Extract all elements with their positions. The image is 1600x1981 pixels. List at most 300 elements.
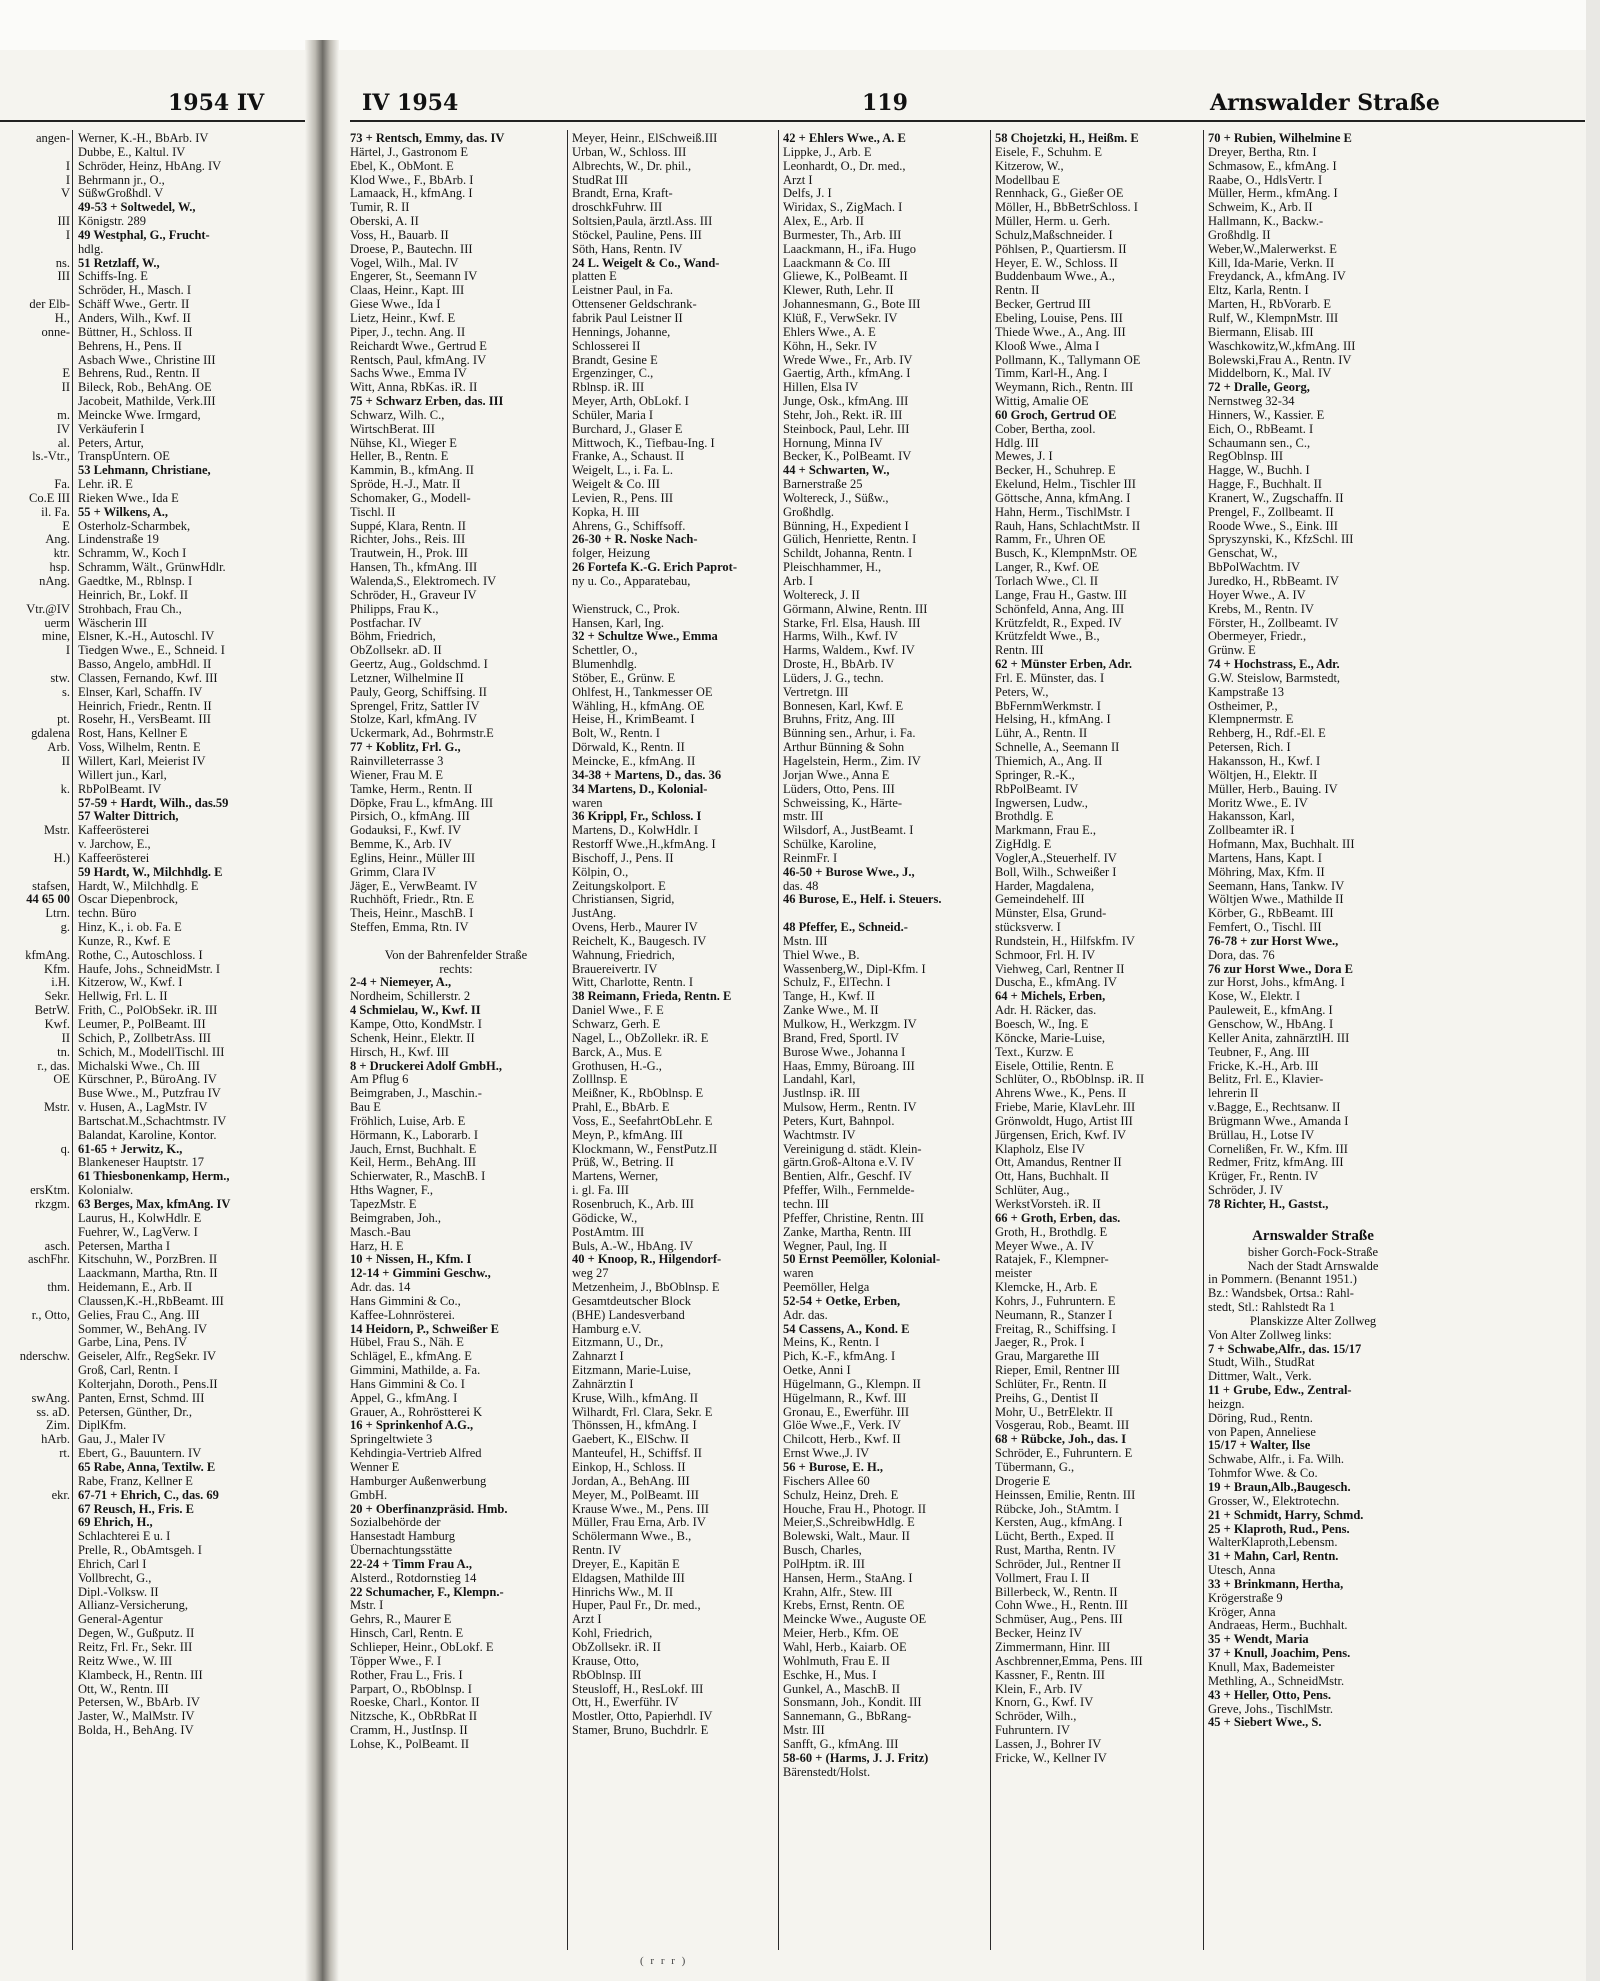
directory-line: G.W. Steislow, Barmstedt, bbox=[1208, 671, 1341, 685]
directory-line: Uckermark, Ad., Bohrmstr.E bbox=[350, 727, 494, 741]
directory-line: Möhring, Max, Kfm. II bbox=[1208, 865, 1325, 879]
directory-line: Förster, H., Zollbeamt. IV bbox=[1208, 616, 1339, 630]
directory-line: 76-78 + zur Horst Wwe., bbox=[1208, 934, 1339, 948]
directory-line: Soltsien,Paula, ärztl.Ass. III bbox=[572, 215, 713, 229]
directory-line: Heller, B., Rentn. E bbox=[350, 450, 449, 464]
directory-line: Grauer, A., Rohröstterei K bbox=[350, 1405, 483, 1419]
directory-line: 73 + Rentsch, Emmy, das. IV bbox=[350, 132, 505, 145]
directory-line: Behrens, H., Pens. II bbox=[78, 339, 182, 353]
directory-line: Rennhack, G., Gießer OE bbox=[995, 187, 1124, 201]
directory-line: Hakansson, Karl, bbox=[1208, 810, 1295, 824]
directory-line: Ahrens, G., Schiffsoff. bbox=[572, 519, 686, 533]
directory-line: Kammin, B., kfmAng. II bbox=[350, 464, 474, 478]
directory-line: Mewes, J. I bbox=[995, 450, 1053, 464]
directory-line: 68 + Rübcke, Joh., das. I bbox=[995, 1433, 1127, 1447]
directory-line: Vereinigung d. städt. Klein- bbox=[783, 1142, 922, 1156]
directory-line: Eglins, Heinr., Müller III bbox=[350, 851, 475, 865]
directory-line: Kill, Ida-Marie, Verkn. II bbox=[1208, 256, 1335, 270]
directory-line: Gaedtke, M., Rblnsp. I bbox=[78, 575, 193, 588]
directory-line: Ahrens Wwe., K., Pens. II bbox=[995, 1087, 1127, 1101]
directory-line: Eschke, H., Mus. I bbox=[783, 1668, 877, 1682]
directory-line: PolHptm. iR. III bbox=[783, 1557, 865, 1571]
directory-line: Suppé, Klara, Rentn. II bbox=[350, 519, 466, 533]
directory-line: onne- bbox=[41, 325, 70, 339]
directory-line: Von Alter Zollweg links: bbox=[1208, 1328, 1332, 1342]
directory-line: Meincke Wwe. Irmgard, bbox=[78, 408, 201, 422]
directory-line: stafsen, bbox=[32, 879, 70, 893]
directory-line: Drogerie E bbox=[995, 1474, 1051, 1488]
directory-line: Kunze, R., Kwf. E bbox=[78, 934, 171, 948]
directory-line: Dora, das. 76 bbox=[1208, 948, 1275, 962]
directory-line: Groth, H., Brothdlg. E bbox=[995, 1225, 1108, 1239]
directory-line: 42 + Ehlers Wwe., A. E bbox=[783, 132, 906, 145]
directory-line: il. Fa. bbox=[41, 505, 70, 519]
directory-line: Brandt, Gesine E bbox=[572, 353, 658, 367]
directory-line: Freydanck, A., kfmAng. IV bbox=[1208, 270, 1346, 284]
directory-line: Martens, D., KolwHdlr. I bbox=[572, 824, 699, 838]
directory-line bbox=[0, 1378, 70, 1392]
directory-line: 50 Ernst Peemöller, Kolonial- bbox=[783, 1253, 941, 1267]
column-divider bbox=[778, 130, 779, 1950]
directory-line: Klod Wwe., F., BbArb. I bbox=[350, 173, 474, 187]
directory-line: RbPolBeamt. IV bbox=[995, 782, 1079, 796]
directory-line: Boesch, W., Ing. E bbox=[995, 1018, 1089, 1031]
directory-line: Hellwig, Frl. L. II bbox=[78, 990, 168, 1004]
directory-line: Pfeffer, Christine, Rentn. III bbox=[783, 1211, 924, 1225]
directory-line: BetrW. bbox=[34, 1004, 70, 1018]
directory-line: Cornelißen, Fr. W., Kfm. III bbox=[1208, 1142, 1348, 1156]
directory-line: Nagel, L., ObZollekr. iR. E bbox=[572, 1031, 709, 1045]
directory-line: 21 + Schmidt, Harry, Schmd. bbox=[1208, 1508, 1364, 1522]
directory-line: Am Pflug 6 bbox=[350, 1073, 409, 1087]
directory-line: 78 Richter, H., Gastst., bbox=[1208, 1197, 1329, 1211]
directory-line: 52-54 + Oetke, Erben, bbox=[783, 1294, 901, 1308]
directory-line: Hamburger Außenwerbung bbox=[350, 1474, 487, 1488]
directory-line: Roode Wwe., S., Eink. III bbox=[1208, 519, 1338, 533]
directory-line: Rosenbruch, K., Arb. III bbox=[572, 1197, 694, 1211]
directory-line bbox=[0, 1516, 70, 1530]
directory-line: Wassenberg,W., Dipl-Kfm. I bbox=[783, 962, 926, 976]
directory-line: Text., Kurzw. E bbox=[995, 1045, 1074, 1059]
directory-line: Burose Wwe., Johanna I bbox=[783, 1045, 906, 1059]
directory-line: Brand, Fred, Sportl. IV bbox=[783, 1031, 899, 1045]
directory-line: ktr. bbox=[53, 547, 70, 561]
directory-line: Stöber, E., Grünw. E bbox=[572, 671, 676, 685]
directory-line: Jordan, A., BehAng. III bbox=[572, 1474, 690, 1488]
directory-line: Genschow, W., HbAng. I bbox=[1208, 1018, 1334, 1031]
directory-line bbox=[0, 1475, 70, 1489]
directory-line: Burchard, J., Glaser E bbox=[572, 422, 683, 436]
directory-line: Harms, Waldem., Kwf. IV bbox=[783, 644, 915, 658]
directory-line: Lehr. iR. E bbox=[78, 478, 133, 492]
directory-line: Gehrs, R., Maurer E bbox=[350, 1613, 452, 1627]
directory-line: Boll, Wilh., Schweißer I bbox=[995, 865, 1117, 879]
directory-line: Tübermann, G., bbox=[995, 1461, 1075, 1474]
directory-line: Laackmann & Co. III bbox=[783, 256, 891, 270]
directory-line bbox=[0, 797, 70, 811]
directory-line: 61-65 + Jerwitz, K., bbox=[78, 1142, 183, 1156]
directory-line bbox=[0, 1156, 70, 1170]
directory-line bbox=[0, 1226, 70, 1240]
directory-line: 15/17 + Walter, Ilse bbox=[1208, 1439, 1311, 1453]
directory-line: heizgn. bbox=[1208, 1397, 1245, 1411]
directory-line: Nitzsche, K., ObRbRat II bbox=[350, 1710, 478, 1724]
directory-line: Kitzerow, W., Kwf. I bbox=[78, 976, 183, 990]
directory-line: Heidemann, E., Arb. II bbox=[78, 1281, 193, 1295]
directory-line: Belitz, Frl. E., Klavier- bbox=[1208, 1073, 1324, 1087]
directory-line: 76 zur Horst Wwe., Dora E bbox=[1208, 962, 1354, 976]
directory-line: rt. bbox=[59, 1447, 70, 1461]
book-gutter bbox=[305, 40, 339, 1981]
directory-line: 65 Rabe, Anna, Textilw. E bbox=[78, 1461, 216, 1474]
directory-line: 44 65 00 bbox=[26, 893, 70, 907]
directory-line: Rehberg, H., Rdf.-El. E bbox=[1208, 727, 1326, 741]
directory-line: techn. Büro bbox=[78, 907, 137, 921]
directory-line: III bbox=[57, 270, 70, 284]
directory-line: Albrechts, W., Dr. phil., bbox=[572, 159, 692, 173]
directory-line: Schröder, H., Masch. I bbox=[78, 284, 192, 298]
directory-line: Büttner, H., Schloss. II bbox=[78, 325, 193, 339]
directory-line: Landahl, Karl, bbox=[783, 1073, 856, 1087]
directory-line: Brothdlg. E bbox=[995, 810, 1054, 824]
directory-line: Wahnung, Friedrich, bbox=[572, 948, 675, 962]
directory-line: Oscar Diepenbrock, bbox=[78, 893, 178, 907]
directory-line: Pich, K.-F., kfmAng. I bbox=[783, 1350, 896, 1364]
directory-line: Marten, H., RbVorarb. E bbox=[1208, 298, 1332, 312]
directory-line: Ernst Wwe.,J. IV bbox=[783, 1447, 870, 1461]
directory-line bbox=[0, 1212, 70, 1226]
directory-line bbox=[0, 935, 70, 949]
directory-line: 67 Reusch, H., Fris. E bbox=[78, 1502, 194, 1516]
directory-line: Wilsdorf, A., JustBeamt. I bbox=[783, 824, 914, 838]
directory-line: Knorn, G., Kwf. IV bbox=[995, 1696, 1094, 1710]
directory-line: Reitz, Frl. Fr., Sekr. III bbox=[78, 1640, 193, 1654]
directory-line: Heyer, E. W., Schloss. II bbox=[995, 256, 1118, 270]
directory-line: Heinrich, Friedr., Rentn. II bbox=[78, 699, 212, 713]
directory-line: Jauch, Ernst, Buchhalt. E bbox=[350, 1142, 477, 1156]
directory-line: Schramm, W., Koch I bbox=[78, 547, 187, 561]
directory-line: Peters, W., bbox=[995, 685, 1049, 699]
directory-line: Neumann, R., Stanzer I bbox=[995, 1308, 1113, 1322]
directory-line: TapezMstr. E bbox=[350, 1197, 417, 1211]
left-page-header: 1954 IV bbox=[168, 90, 265, 116]
directory-line: Sommer, W., BehAng. IV bbox=[78, 1322, 208, 1336]
directory-line: lehrerin II bbox=[1208, 1087, 1259, 1101]
directory-line: Panten, Ernst, Schmd. III bbox=[78, 1391, 205, 1405]
directory-line: StudRat III bbox=[572, 173, 628, 187]
directory-line: Schiffs-Ing. E bbox=[78, 270, 148, 284]
directory-line bbox=[0, 1129, 70, 1143]
directory-line: Schlosserei II bbox=[572, 339, 641, 353]
directory-line: PostAmtm. III bbox=[572, 1225, 645, 1239]
directory-line: Rosehr, H., VersBeamt. III bbox=[78, 713, 211, 727]
directory-line: Müller, Herm. u. Gerh. bbox=[995, 215, 1111, 229]
directory-line: Meyer Wwe., A. IV bbox=[995, 1239, 1095, 1253]
directory-line: ZigHdlg. E bbox=[995, 838, 1052, 852]
directory-line: Rulf, W., KlempnMstr. III bbox=[1208, 311, 1339, 325]
directory-line: Mstr. bbox=[43, 824, 70, 838]
directory-line: Klemcke, H., Arb. E bbox=[995, 1281, 1098, 1295]
page-edge bbox=[1586, 0, 1600, 1981]
directory-line: Vosgerau, Rob., Beamt. III bbox=[995, 1419, 1130, 1433]
directory-line: Schröder, Jul., Rentner II bbox=[995, 1557, 1121, 1571]
directory-line: i. gl. Fa. III bbox=[572, 1184, 629, 1198]
directory-line: Krebs, M., Rentn. IV bbox=[1208, 602, 1314, 616]
directory-line: JustAng. bbox=[572, 907, 617, 921]
directory-line: Eltz, Karla, Rentn. I bbox=[1208, 284, 1309, 298]
directory-line: weg 27 bbox=[572, 1267, 609, 1281]
directory-line: Pollmann, K., Tallymann OE bbox=[995, 353, 1141, 367]
directory-line: 7 + Schwabe,Alfr., das. 15/17 bbox=[1208, 1342, 1362, 1356]
directory-line: Claussen,K.-H.,RbBeamt. III bbox=[78, 1294, 224, 1308]
directory-line: Thiede Wwe., A., Ang. III bbox=[995, 325, 1126, 339]
directory-line: Kaffeerösterei bbox=[78, 851, 150, 865]
directory-line: Willert jun., Karl, bbox=[78, 768, 167, 782]
directory-line: Steinbock, Paul, Lehr. III bbox=[783, 422, 910, 436]
directory-line: I bbox=[65, 173, 70, 187]
directory-line: Krüger, Fr., Rentn. IV bbox=[1208, 1170, 1319, 1184]
directory-line: Appel, G., kfmAng. I bbox=[350, 1391, 458, 1405]
directory-line: Rieken Wwe., Ida E bbox=[78, 491, 179, 505]
directory-line: Schweissing, K., Härte- bbox=[783, 796, 903, 810]
directory-line: nderschw. bbox=[19, 1350, 70, 1364]
directory-line: OE bbox=[53, 1073, 70, 1087]
directory-line: thm. bbox=[47, 1281, 70, 1295]
directory-line: Ekelund, Helm., Tischler III bbox=[995, 478, 1136, 492]
directory-line: Elsner, K.-H., Autoschl. IV bbox=[78, 630, 215, 644]
directory-line: Michalski Wwe., Ch. III bbox=[78, 1059, 200, 1073]
directory-line: Waschkowitz,W.,kfmAng. III bbox=[1208, 339, 1356, 353]
directory-line: Pauly, Georg, Schiffsing. II bbox=[350, 685, 487, 699]
directory-line: pt. bbox=[57, 713, 70, 727]
directory-line: Anders, Wilh., Kwf. II bbox=[78, 311, 191, 325]
directory-line: Mstr. I bbox=[350, 1599, 384, 1613]
column-6 bbox=[1208, 132, 1418, 1730]
directory-line: Brügmann Wwe., Amanda I bbox=[1208, 1114, 1349, 1128]
directory-line: Juredko, H., RbBeamt. IV bbox=[1208, 575, 1339, 588]
directory-line: Martens, Hans, Kapt. I bbox=[1208, 851, 1322, 865]
directory-line: Schröder, H., Graveur IV bbox=[350, 588, 477, 602]
directory-line: Spröde, H.-J., Matr. II bbox=[350, 478, 461, 492]
directory-line: Tumir, R. II bbox=[350, 201, 410, 215]
directory-line: Tamke, Herm., Rentn. II bbox=[350, 782, 473, 796]
directory-line: Blumenhdlg. bbox=[572, 658, 637, 672]
directory-line: 53 Lehmann, Christiane, bbox=[78, 464, 211, 478]
directory-line: Klooß Wwe., Alma I bbox=[995, 339, 1100, 353]
directory-line: Krützfeldt, R., Exped. IV bbox=[995, 616, 1122, 630]
directory-line: Beimgraben, J., Maschin.- bbox=[350, 1087, 482, 1101]
directory-line: Jorjan Wwe., Anna E bbox=[783, 768, 890, 782]
directory-line: Krause, Otto, bbox=[572, 1654, 639, 1668]
directory-line bbox=[0, 354, 70, 368]
directory-line: Co.E III bbox=[29, 491, 70, 505]
directory-line: swAng. bbox=[31, 1391, 70, 1405]
directory-line: meister bbox=[995, 1267, 1032, 1281]
directory-line: 4 Schmielau, W., Kwf. II bbox=[350, 1004, 481, 1018]
directory-line: Grönwoldt, Hugo, Artist III bbox=[995, 1114, 1133, 1128]
directory-line: Manteufel, H., Schiffsf. II bbox=[572, 1447, 702, 1461]
directory-line: Fuehrer, W., LagVerw. I bbox=[78, 1225, 198, 1239]
directory-line: Wittig, Amalie OE bbox=[995, 395, 1089, 409]
directory-line: Cramm, H., JustInsp. II bbox=[350, 1724, 468, 1738]
directory-line: Rauh, Hans, SchlachtMstr. II bbox=[995, 519, 1141, 533]
directory-line: Petersen, W., BbArb. IV bbox=[78, 1696, 200, 1710]
directory-line: Schröder, Wilh., bbox=[995, 1710, 1077, 1724]
directory-line: Gemeindehelf. III bbox=[995, 893, 1085, 907]
directory-line: Müller, Herm., kfmAng. I bbox=[1208, 187, 1338, 201]
directory-line: Kampe, Otto, KondMstr. I bbox=[350, 1018, 482, 1031]
directory-line: Johannesmann, G., Bote III bbox=[783, 298, 921, 312]
directory-line: 49-53 + Soltwedel, W., bbox=[78, 201, 196, 215]
directory-line bbox=[0, 146, 70, 160]
directory-line: Hansen, Th., kfmAng. III bbox=[350, 561, 478, 575]
directory-line: Hagge, W., Buchh. I bbox=[1208, 464, 1310, 478]
directory-line: Kruse, Wilh., kfmAng. II bbox=[572, 1391, 698, 1405]
directory-line: Ott, W., Rentn. III bbox=[78, 1682, 169, 1696]
directory-line: Redmer, Fritz, kfmAng. III bbox=[1208, 1156, 1344, 1170]
directory-line: Ramm, Fr., Uhren OE bbox=[995, 533, 1106, 547]
directory-line: Schwarz, Gerh. E bbox=[572, 1018, 661, 1031]
directory-line: Döring, Rud., Rentn. bbox=[1208, 1411, 1313, 1425]
directory-line: Jacobeit, Mathilde, Verk.III bbox=[78, 395, 216, 409]
directory-line: bisher Gorch-Fock-Straße bbox=[1247, 1245, 1379, 1259]
directory-line: Wohlmuth, Frau E. II bbox=[783, 1654, 890, 1668]
directory-line bbox=[0, 1336, 70, 1350]
directory-line: Droese, P., Bautechn. III bbox=[350, 242, 473, 256]
directory-line: m. bbox=[57, 408, 70, 422]
directory-line: Münster, Elsa, Grund- bbox=[995, 907, 1107, 921]
directory-line: Billerbeck, W., Rentn. II bbox=[995, 1585, 1118, 1599]
directory-line: Wachtmstr. IV bbox=[783, 1128, 856, 1142]
directory-line: Dittmer, Walt., Verk. bbox=[1208, 1370, 1312, 1384]
directory-line: Hakansson, H., Kwf. I bbox=[1208, 754, 1321, 768]
directory-line: Klambeck, H., Rentn. III bbox=[78, 1668, 203, 1682]
directory-line: Vogler,A.,Steuerhelf. IV bbox=[995, 851, 1117, 865]
directory-line: Moritz Wwe., E. IV bbox=[1208, 796, 1308, 810]
directory-line: Lücht, Berth., Exped. II bbox=[995, 1530, 1115, 1544]
directory-line: Cohn Wwe., H., Rentn. III bbox=[995, 1599, 1128, 1613]
directory-line: Schich, P., ZollbetrAss. III bbox=[78, 1031, 211, 1045]
directory-line: E bbox=[62, 367, 70, 381]
directory-line: Schlieper, Heinr., ObLokf. E bbox=[350, 1640, 494, 1654]
directory-line: Hdlg. III bbox=[995, 436, 1039, 450]
directory-line: Hans Gimmini & Co. I bbox=[350, 1377, 465, 1391]
directory-line: Gödicke, W., bbox=[572, 1211, 638, 1225]
directory-line: Keil, Herm., BehAng. III bbox=[350, 1156, 477, 1170]
directory-line: Meincke Wwe., Auguste OE bbox=[783, 1613, 927, 1627]
directory-line: Alsterd., Rotdornstieg 14 bbox=[350, 1571, 477, 1585]
directory-line: Dipl.-Volksw. II bbox=[78, 1585, 159, 1599]
directory-line: Heinssen, Emilie, Rentn. III bbox=[995, 1488, 1136, 1502]
directory-line: Wöltjen, H., Elektr. II bbox=[1208, 768, 1318, 782]
directory-line: v. Husen, A., LagMstr. IV bbox=[78, 1101, 208, 1115]
directory-line: Langer, R., Kwf. OE bbox=[995, 561, 1099, 575]
directory-line: Prüß, W., Betring. II bbox=[572, 1156, 674, 1170]
directory-line: v.Bagge, E., Rechtsanw. II bbox=[1208, 1101, 1341, 1115]
directory-line: Schulz, Heinz, Dreh. E bbox=[783, 1488, 899, 1502]
directory-line: Hörmann, K., Laborarb. I bbox=[350, 1128, 479, 1142]
directory-line: Meier,S.,SchreibwHdlg. E bbox=[783, 1516, 915, 1530]
directory-line: Wiener, Frau M. E bbox=[350, 768, 444, 782]
directory-line: Klempnermstr. E bbox=[1208, 713, 1294, 727]
directory-line: r., das. bbox=[37, 1059, 70, 1073]
directory-line: 67-71 + Ehrich, C., das. 69 bbox=[78, 1488, 219, 1502]
directory-line: Schulz,Maßschneider. I bbox=[995, 228, 1113, 242]
directory-line: Kitzerow, W., bbox=[995, 159, 1064, 173]
directory-line bbox=[0, 395, 70, 409]
directory-line: Rentn. IV bbox=[572, 1544, 622, 1558]
directory-line: Becker, Heinz IV bbox=[995, 1627, 1083, 1641]
directory-line bbox=[0, 1087, 70, 1101]
directory-line: Busch, Charles, bbox=[783, 1544, 862, 1558]
directory-line: Lange, Frau H., Gastw. III bbox=[995, 588, 1127, 602]
directory-line: 45 + Siebert Wwe., S. bbox=[1208, 1716, 1322, 1730]
directory-line: Laurus, H., KolwHdlr. E bbox=[78, 1211, 202, 1225]
directory-line: waren bbox=[783, 1267, 814, 1281]
directory-line: 36 Krippl, Fr., Schloss. I bbox=[572, 810, 702, 824]
directory-line: Rentsch, Paul, kfmAng. IV bbox=[350, 353, 487, 367]
directory-line: Kohl, Friedrich, bbox=[572, 1627, 653, 1641]
directory-line: 10 + Nissen, H., Kfm. I bbox=[350, 1253, 472, 1267]
directory-line: Bartschat.M.,Schachtmstr. IV bbox=[78, 1114, 227, 1128]
directory-line: Köhn, H., Sekr. IV bbox=[783, 339, 878, 353]
directory-line: Von der Bahrenfelder Straße bbox=[384, 948, 528, 962]
directory-line: der Elb- bbox=[29, 298, 70, 312]
directory-line: Voss, E., SeefahrtObLehr. E bbox=[572, 1114, 713, 1128]
directory-line: Klapholz, Else IV bbox=[995, 1142, 1085, 1156]
directory-line: Meins, K., Rentn. I bbox=[783, 1336, 880, 1350]
directory-line: stedt, Stl.: Rahlstedt Ra 1 bbox=[1208, 1301, 1336, 1315]
directory-line: Piper, J., techn. Ang. II bbox=[350, 325, 466, 339]
directory-line: H., bbox=[54, 311, 70, 325]
directory-line bbox=[0, 589, 70, 603]
directory-line: Arb. I bbox=[783, 575, 813, 588]
column-divider bbox=[1203, 130, 1204, 1950]
directory-line: Krause Wwe., M., Pens. III bbox=[572, 1502, 709, 1516]
directory-line: Ang. bbox=[45, 533, 70, 547]
directory-line: Fischers Allee 60 bbox=[783, 1474, 870, 1488]
directory-line: Justlnsp. iR. III bbox=[783, 1087, 861, 1101]
directory-line: Mulkow, H., Werkzgm. IV bbox=[783, 1018, 917, 1031]
directory-line: Methling, A., SchneidMstr. bbox=[1208, 1674, 1345, 1688]
directory-line: Meier, Herb., Kfm. OE bbox=[783, 1627, 899, 1641]
directory-line: ObZollsekr. iR. II bbox=[572, 1640, 661, 1654]
directory-line bbox=[0, 1323, 70, 1337]
directory-line: Barck, A., Mus. E bbox=[572, 1045, 662, 1059]
directory-line: Utesch, Anna bbox=[1208, 1564, 1276, 1578]
directory-line bbox=[0, 769, 70, 783]
directory-line: 35 + Wendt, Maria bbox=[1208, 1633, 1309, 1647]
directory-line: Eisele, Ottilie, Rentn. E bbox=[995, 1059, 1114, 1073]
directory-line: Burmester, Th., Arb. III bbox=[783, 228, 902, 242]
directory-line: Hardt, W., Milchhdlg. E bbox=[78, 879, 199, 893]
directory-line: ny u. Co., Apparatebau, bbox=[572, 575, 691, 588]
directory-line: Hennings, Johanne, bbox=[572, 325, 671, 339]
directory-line: Wäscherin III bbox=[78, 616, 148, 630]
directory-line: 8 + Druckerei Adolf GmbH., bbox=[350, 1059, 503, 1073]
directory-line: Leonhardt, O., Dr. med., bbox=[783, 159, 906, 173]
directory-line: Helsing, H., kfmAng. I bbox=[995, 713, 1111, 727]
directory-line: Kehdingia-Vertrieb Alfred bbox=[350, 1447, 482, 1461]
directory-line: Buse Wwe., M., Putzfrau IV bbox=[78, 1087, 221, 1101]
directory-line: Eich, O., RbBeamt. I bbox=[1208, 422, 1314, 436]
directory-line: Bolewski,Frau A., Rentn. IV bbox=[1208, 353, 1352, 367]
directory-line: Bolt, W., Rentn. I bbox=[572, 727, 660, 741]
directory-line: Petersen, Rich. I bbox=[1208, 741, 1291, 755]
directory-line: Witt, Charlotte, Rentn. I bbox=[572, 976, 694, 990]
column-4 bbox=[783, 132, 986, 1779]
directory-line: Elnser, Karl, Schaffn. IV bbox=[78, 685, 203, 699]
